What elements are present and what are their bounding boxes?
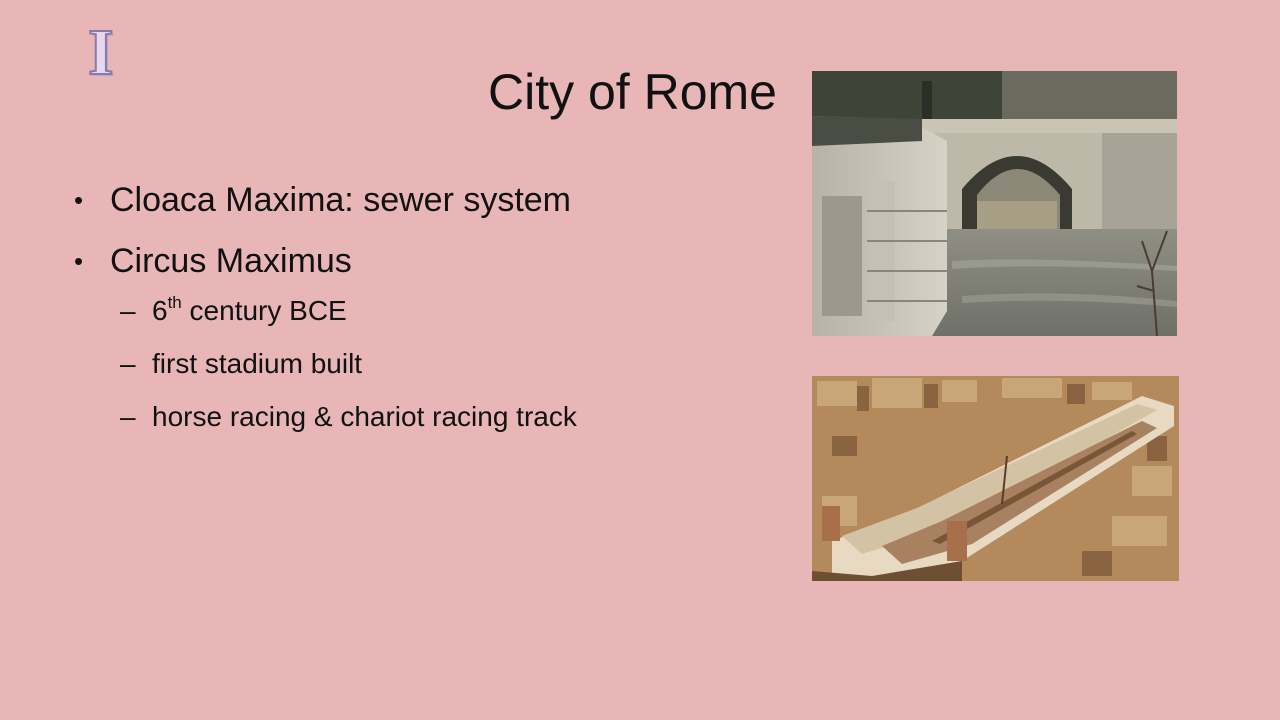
sub-bullet-item	[110, 344, 794, 384]
bullet-item	[74, 176, 794, 224]
bullet-dot-icon: •	[74, 246, 84, 276]
circus-maximus-model-photo	[812, 376, 1179, 581]
dash-icon: –	[120, 295, 136, 326]
sub-bullet-item	[110, 397, 794, 437]
superscript: th	[167, 292, 182, 312]
bullet-dot-icon: •	[74, 185, 84, 215]
sub-bullet-item	[110, 291, 794, 331]
dash-icon: –	[120, 348, 136, 379]
dash-icon: –	[120, 401, 136, 432]
stone-bridge-river-photo	[812, 71, 1177, 336]
bullet-text: Cloaca Maxima: sewer system	[110, 181, 572, 219]
roman-numeral-decoration: I	[88, 16, 114, 89]
slide-title: City of Rome	[488, 64, 777, 120]
bullet-list	[74, 176, 794, 450]
sub-bullet-text: 6th century BCE	[152, 292, 347, 326]
sub-bullet-text: horse racing & chariot racing track	[152, 401, 577, 432]
sub-bullet-text: first stadium built	[152, 348, 363, 379]
sub-bullet-list	[110, 291, 794, 437]
bullet-item	[74, 237, 794, 437]
bullet-text: Circus Maximus	[110, 242, 352, 280]
